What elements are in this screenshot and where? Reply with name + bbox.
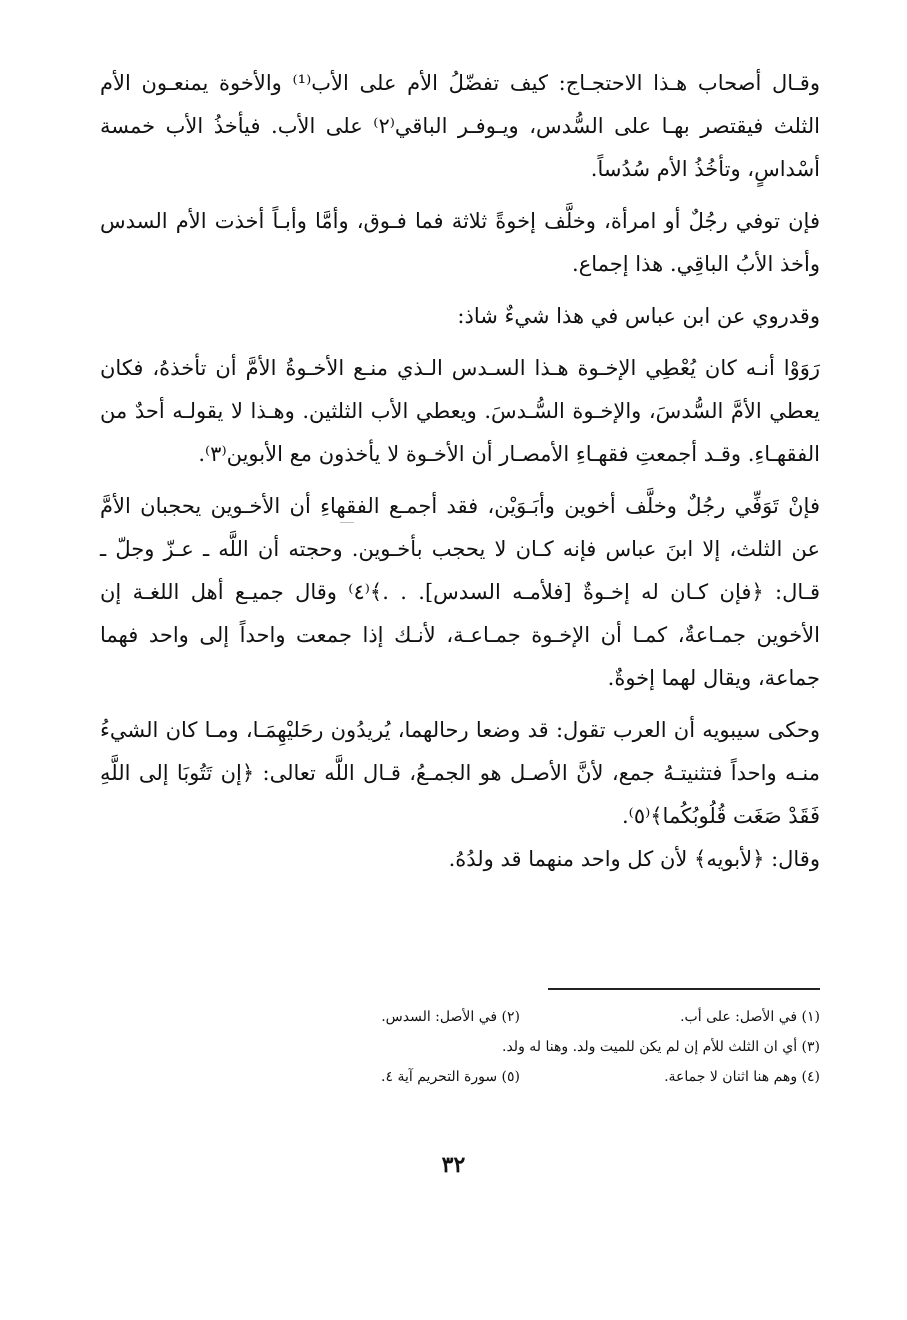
footnote-4: (٤) وهم هنا اثنان لا جماعة. [664, 1069, 820, 1085]
footnote-1: (١) في الأصل: على أب. [680, 1009, 820, 1025]
footnote-row [220, 1032, 820, 1062]
paragraph-7: وقال: ﴿لأبويه﴾ لأن كل واحد منهما قد ولدُهُ. [448, 847, 820, 871]
footnotes [220, 1002, 820, 1092]
footnote-divider [548, 988, 820, 990]
paragraph-gap [100, 191, 820, 200]
scan-speck [340, 522, 354, 523]
footnote-2: (٢) في الأصل: السدس. [381, 1009, 520, 1025]
paragraph-gap [100, 700, 820, 709]
main-text [100, 62, 820, 881]
paragraph-gap [100, 286, 820, 295]
footnote-3: (٣) أي ان الثلث للأم إن لم يكن للميت ولد. وهنا له ولد. [502, 1039, 820, 1055]
paragraph-5: فإنْ تَوَفِّي رجُلٌ وخلَّف أخوين وأبَـوَيْن، فقد أجمـع الفقهاءِ أن الأخـوين يحجبان الأمَّ عن الثلث، إلا ابنَ عباس فإنه كـان لا يحجب بأخـوين. وحجته أن اللَّه ـ عـزّ وجلّ ـ قـال: ﴿فإن كـان له إخـوةٌ [فلأمـه السدس]. . .﴾⁽٤⁾ وقال جميـع أهل اللغـة إن الأخوين جمـاعةٌ، كمـا أن الإخـوة جمـاعـة، لأنـك إذا جمعت واحداً إلى واحد فهما جماعة، ويقال لهما إخوةٌ. [100, 494, 820, 690]
paragraph-1: وقـال أصحاب هـذا الاحتجـاج: كيف تفضّلُ الأم على الأب⁽¹⁾ والأخوة يمنعـون الأم الثلث فيقتصر بهـا على السُّدس، ويـوفـر الباقي⁽٢⁾ على الأب. فيأخذُ الأب خمسة أسْداسٍ، وتأخُذُ الأم سُدُساً. [100, 71, 820, 181]
paragraph-6: وحكى سيبويه أن العرب تقول: قد وضعا رحالهما، يُريدُون رحَليْهِمَـا، ومـا كان الشيءُ منـه واحداً فتثنيتـهُ جمع، لأنَّ الأصـل هو الجمـعُ، قـال اللَّه تعالى: ﴿إن تَتُوبَا إلى اللَّهِ فَقَدْ صَغَت قُلُوبُكُما﴾⁽٥⁾. [100, 718, 820, 828]
paragraph-gap [100, 338, 820, 347]
footnote-row [220, 1062, 820, 1092]
paragraph-4: رَوَوْا أنـه كان يُعْطِي الإخـوة هـذا السـدس الـذي منـع الأخـوةُ الأمَّ أن تأخذهُ، فكان يعطي الأمَّ السُّدسَ، والإخـوة السُّـدسَ. ويعطي الأب الثلثين. وهـذا لا يقولـه أحدٌ من الفقهـاءِ. وقـد أجمعتِ فقهـاءِ الأمصـار أن الأخـوة لا يأخذون مع الأبوين⁽٣⁾. [100, 356, 820, 466]
paragraph-3: وقدروي عن ابن عباس في هذا شيءٌ شاذ: [457, 304, 820, 328]
footnote-row [220, 1002, 820, 1032]
paragraph-gap [100, 476, 820, 485]
paragraph-2: فإن توفي رجُلٌ أو امرأة، وخلَّف إخوةً ثلاثة فما فـوق، وأمَّا وأبـاً أخذت الأم السدس وأخذ الأبُ الباقِي. هذا إجماع. [100, 209, 820, 276]
page-number: ٣٢ [441, 1152, 466, 1178]
footnote-5: (٥) سورة التحريم آية ٤. [381, 1069, 520, 1085]
